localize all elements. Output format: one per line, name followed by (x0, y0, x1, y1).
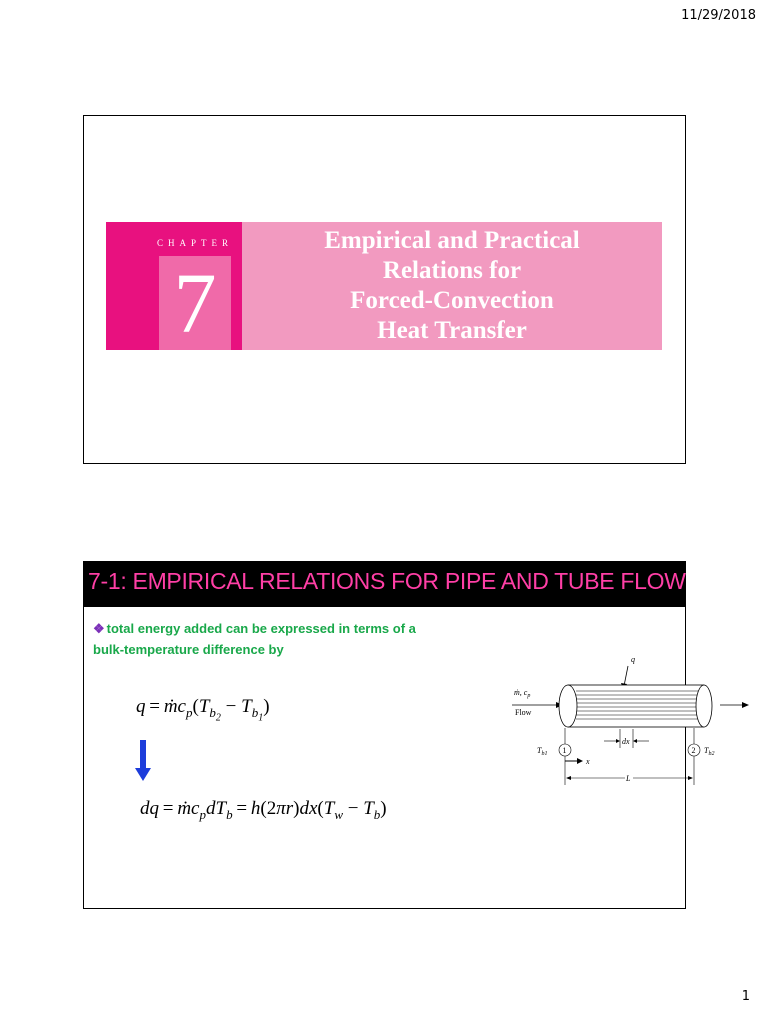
chapter-title-line: Heat Transfer (377, 317, 527, 344)
chapter-label: CHAPTER (157, 238, 234, 248)
heat-label: q (631, 655, 635, 664)
mass-flow-label: ṁ, $c_p$ (514, 688, 531, 699)
dx-label: dx (622, 737, 630, 746)
chapter-title-line: Empirical and Practical (324, 227, 580, 254)
flow-label: Flow (515, 708, 532, 717)
tb2-label: $T_{b2}$ (704, 746, 715, 757)
bullet-point (93, 618, 423, 660)
chapter-number-box (159, 256, 231, 350)
slide-title: 7-1: EMPIRICAL RELATIONS FOR PIPE AND TUBE FLOW (88, 568, 686, 594)
page-number: 1 (741, 989, 750, 1004)
chapter-number: 7 (173, 255, 217, 351)
differential-equation: dq = $ṁc_pdT_b = h(2\pi r)dx(T_w - T_b)$ (140, 798, 387, 822)
chapter-title (242, 226, 662, 346)
tb1-label: $T_{b1}$ (537, 746, 548, 757)
energy-equation: $q = ṁc_p(T_{b_2} - T_{b_1})$ (136, 696, 270, 724)
slide-title-bar (84, 562, 685, 607)
bullet-text: total energy added can be expressed in terms of a bulk-temperature difference by (93, 621, 416, 657)
diamond-bullet-icon: ❖ (93, 621, 105, 636)
station-1-label: 1 (562, 746, 567, 755)
pipe-flow-diagram (428, 650, 715, 795)
down-arrow-icon (134, 740, 154, 782)
slide-1 (83, 115, 686, 464)
slide-2 (83, 561, 715, 909)
station-2-label: 2 (691, 746, 696, 755)
length-label: L (626, 774, 631, 783)
x-axis-label: x (586, 757, 590, 766)
chapter-title-line: Forced-Convection (350, 287, 554, 314)
chapter-title-line: Relations for (382, 257, 522, 284)
date-stamp: 11/29/2018 (681, 8, 756, 23)
chapter-banner (106, 222, 662, 350)
chapter-block (106, 222, 242, 350)
